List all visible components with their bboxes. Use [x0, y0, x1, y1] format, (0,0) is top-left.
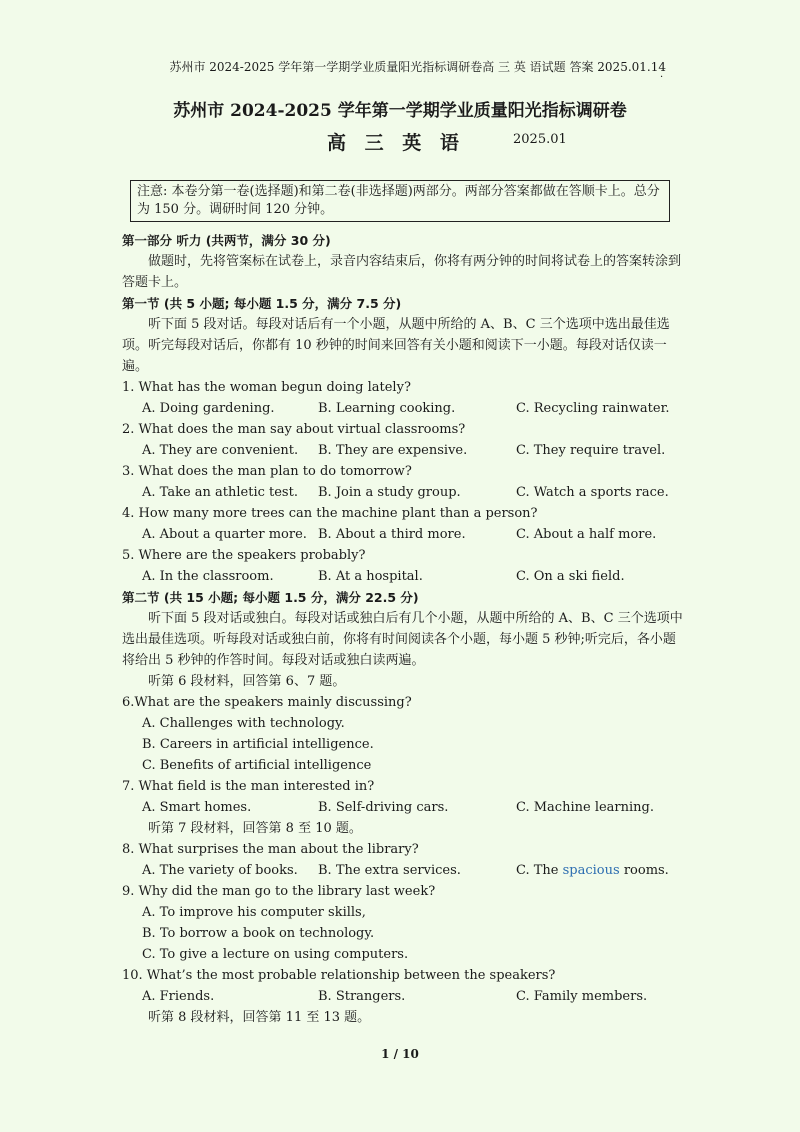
exam-date: 2025.01 [513, 132, 567, 147]
option-b: B. To borrow a book on technology. [142, 926, 375, 941]
option-c: C. They require travel. [516, 443, 666, 458]
option-a: A. To improve his computer skills, [142, 905, 366, 920]
question-7: 7. What field is the man interested in? [122, 779, 375, 794]
option-b: B. Learning cooking. [318, 401, 456, 416]
option-c: C. On a ski field. [516, 569, 625, 584]
question-7-options [122, 797, 684, 818]
option-a: A. They are convenient. [142, 443, 299, 458]
question-2: 2. What does the man say about virtual classrooms? [122, 422, 466, 437]
material-7-note: 听第 7 段材料，回答第 8 至 10 题。 [148, 821, 362, 836]
option-b: B. Careers in artificial intelligence. [142, 737, 374, 752]
option-c [516, 860, 669, 881]
option-b: B. About a third more. [318, 527, 466, 542]
question-10-options [122, 986, 684, 1007]
option-c: C. About a half more. [516, 527, 657, 542]
question-10: 10. What’s the most probable relationship between the speakers? [122, 968, 556, 983]
option-a: A. Challenges with technology. [142, 716, 345, 731]
header-dot: · [660, 72, 664, 83]
section2-intro: 听下面 5 段对话或独白。每段对话或独白后有几个小题，从题中所给的 A、B、C 三个选项中选出最佳选项。听每段对话或独白前，你将有时间阅读各个小题，每小题 5 秒钟;听完后，各小题将给出 5 秒钟的作答时间。每段对话或独白读两遍。 [122, 611, 683, 668]
notice-box: 注意: 本卷分第一卷(选择题)和第二卷(非选择题)两部分。两部分答案都做在答顺卡上。总分为 150 分。调研时间 120 分钟。 [130, 180, 670, 222]
question-9: 9. Why did the man go to the library last week? [122, 884, 436, 899]
option-a: A. Friends. [142, 989, 215, 1004]
option-c: C. Benefits of artificial intelligence [142, 758, 372, 773]
subtitle-row [0, 128, 800, 154]
question-6: 6.What are the speakers mainly discussing? [122, 695, 412, 710]
question-1-options [122, 398, 684, 419]
option-c-prefix: C. The [516, 863, 563, 878]
option-a: A. Doing gardening. [142, 401, 275, 416]
running-header: 苏州市 2024-2025 学年第一学期学业质量阳光指标调研卷高 三 英 语试题 答案 2025.01.14 [169, 60, 666, 74]
material-6-note: 听第 6 段材料，回答第 6、7 题。 [148, 674, 346, 689]
question-5-options [122, 566, 684, 587]
question-8-options [122, 860, 684, 881]
question-4-options [122, 524, 684, 545]
subject-title: 高 三 英 语 [327, 132, 465, 154]
option-b: B. They are expensive. [318, 443, 468, 458]
question-5: 5. Where are the speakers probably? [122, 548, 366, 563]
question-1: 1. What has the woman begun doing lately? [122, 380, 411, 395]
option-a: A. Smart homes. [142, 800, 252, 815]
part1-intro: 做题时，先将管案标在试卷上，录音内容结束后，你将有两分钟的时间将试卷上的答案转涂到答题卡上。 [122, 254, 682, 290]
question-2-options [122, 440, 684, 461]
option-c: C. Machine learning. [516, 800, 654, 815]
option-c: C. To give a lecture on using computers. [142, 947, 409, 962]
section2-heading: 第二节 (共 15 小题; 每小题 1.5 分，满分 22.5 分) [122, 590, 419, 605]
question-4: 4. How many more trees can the machine plant than a person? [122, 506, 538, 521]
option-c-suffix: rooms. [619, 863, 669, 878]
option-a: A. Take an athletic test. [142, 485, 298, 500]
option-a: A. In the classroom. [142, 569, 274, 584]
option-a: A. The variety of books. [142, 863, 298, 878]
page-number: 1 / 10 [381, 1047, 419, 1061]
option-c: C. Watch a sports race. [516, 485, 669, 500]
part1-heading: 第一部分 听力 (共两节，满分 30 分) [122, 233, 331, 248]
question-3: 3. What does the man plan to do tomorrow? [122, 464, 412, 479]
option-b: B. At a hospital. [318, 569, 423, 584]
question-8: 8. What surprises the man about the library? [122, 842, 419, 857]
question-3-options [122, 482, 684, 503]
option-c: C. Family members. [516, 989, 648, 1004]
page-title: 苏州市 2024-2025 学年第一学期学业质量阳光指标调研卷 [173, 101, 627, 121]
section1-heading: 第一节 (共 5 小题; 每小题 1.5 分，满分 7.5 分) [122, 296, 402, 311]
option-a: A. About a quarter more. [142, 527, 307, 542]
option-c: C. Recycling rainwater. [516, 401, 670, 416]
option-b: B. Strangers. [318, 989, 406, 1004]
section1-intro: 听下面 5 段对话。每段对话后有一个小题，从题中所给的 A、B、C 三个选项中选出最佳选项。听完每段对话后，你都有 10 秒钟的时间来回答有关小题和阅读下一小题。每段对话仅读一遍。 [122, 317, 670, 374]
material-8-note: 听第 8 段材料，回答第 11 至 13 题。 [148, 1010, 371, 1025]
option-b: B. The extra services. [318, 863, 461, 878]
exam-content [122, 230, 684, 1028]
option-b: B. Join a study group. [318, 485, 461, 500]
spacious-link[interactable]: spacious [562, 863, 620, 878]
option-b: B. Self-driving cars. [318, 800, 449, 815]
